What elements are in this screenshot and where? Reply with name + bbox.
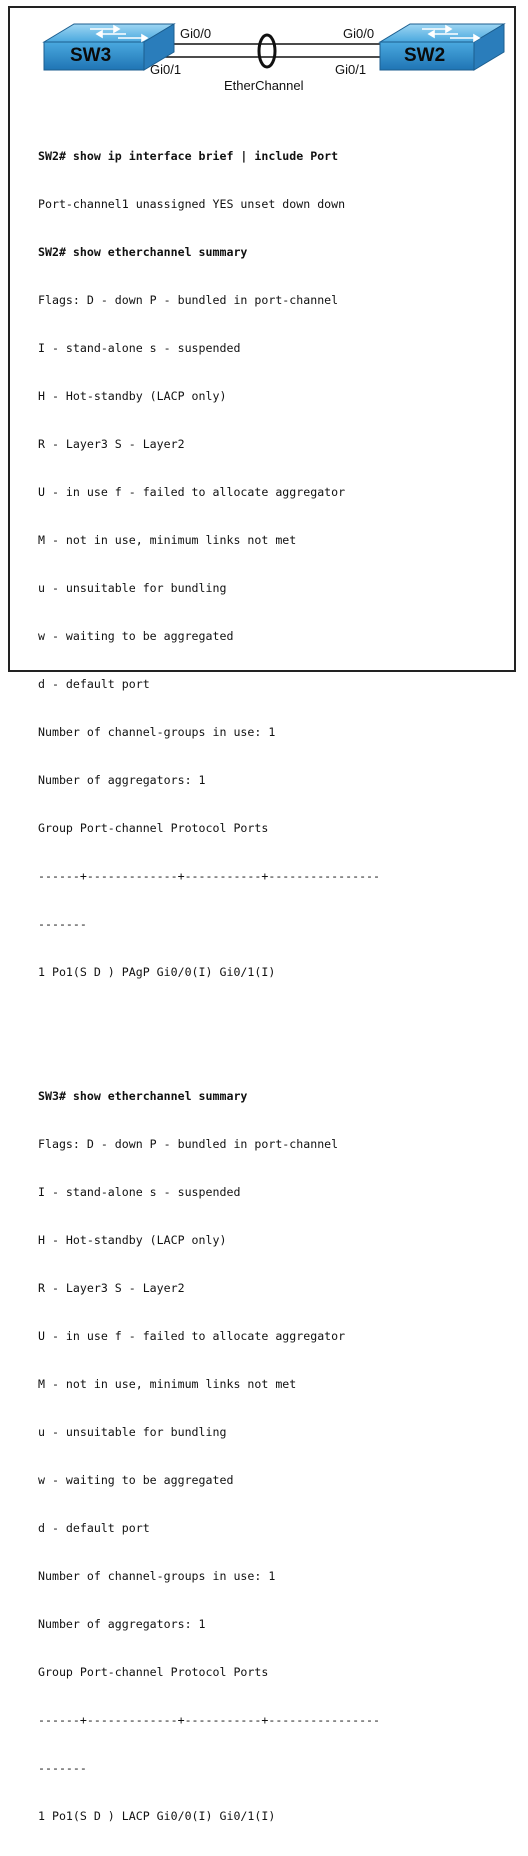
sw3-output-line: M - not in use, minimum links not met [38,1377,297,1391]
sw3-output-line: U - in use f - failed to allocate aggregator [38,1329,346,1343]
sw2-output-line: H - Hot-standby (LACP only) [38,389,227,403]
sw2-output-line: R - Layer3 S - Layer2 [38,437,185,451]
sw2-output-line: Flags: D - down P - bundled in port-channel [38,293,339,307]
sw2-output-line: ------+-------------+-----------+---------------- [38,869,381,883]
sw3-port-bottom-label: Gi0/1 [150,62,182,77]
sw3-output-line: ------- [38,1761,87,1775]
sw2-output-line: U - in use f - failed to allocate aggregator [38,485,346,499]
sw3-output-line: R - Layer3 S - Layer2 [38,1281,185,1295]
sw2-port-bottom-label: Gi0/1 [335,62,367,77]
cli-output [38,116,508,1856]
sw2-output-line: M - not in use, minimum links not met [38,533,297,547]
sw2-output-line: Number of aggregators: 1 [38,773,206,787]
sw2-output-line: 1 Po1(S D ) PAgP Gi0/0(I) Gi0/1(I) [38,965,276,979]
sw2-cmd-etherchannel-summary: SW2# show etherchannel summary [38,245,248,259]
etherchannel-label: EtherChannel [224,78,304,93]
sw3-output-line: w - waiting to be aggregated [38,1473,234,1487]
sw3-output-line: u - unsuitable for bundling [38,1425,227,1439]
sw2-output-line: I - stand-alone s - suspended [38,341,241,355]
sw3-label: SW3 [70,45,112,66]
sw2-ip-brief-output: Port-channel1 unassigned YES unset down down [38,197,346,211]
sw3-output-line: Number of aggregators: 1 [38,1617,206,1631]
sw3-port-top-label: Gi0/0 [180,26,212,41]
sw3-output-line: ------+-------------+-----------+---------------- [38,1713,381,1727]
sw2-output-line: d - default port [38,677,150,691]
sw2-output-line: u - unsuitable for bundling [38,581,227,595]
sw3-output-line: Group Port-channel Protocol Ports [38,1665,269,1679]
sw2-output-line: Group Port-channel Protocol Ports [38,821,269,835]
sw2-port-top-label: Gi0/0 [343,26,375,41]
sw2-label: SW2 [404,45,446,66]
sw2-output-line: w - waiting to be aggregated [38,629,234,643]
sw2-output-line: Number of channel-groups in use: 1 [38,725,276,739]
sw3-output-line: Flags: D - down P - bundled in port-channel [38,1137,339,1151]
sw3-output-line: 1 Po1(S D ) LACP Gi0/0(I) Gi0/1(I) [38,1809,276,1823]
sw3-output-line: I - stand-alone s - suspended [38,1185,241,1199]
sw3-cmd-etherchannel-summary: SW3# show etherchannel summary [38,1089,248,1103]
sw2-output-line: ------- [38,917,87,931]
exhibit-frame [8,6,516,1823]
sw3-output-line: H - Hot-standby (LACP only) [38,1233,227,1247]
topology-diagram [10,8,518,106]
section-gap [38,1028,508,1040]
sw2-cmd-ip-brief: SW2# show ip interface brief | include Port [38,149,339,163]
sw3-output-line: d - default port [38,1521,150,1535]
sw3-output-line: Number of channel-groups in use: 1 [38,1569,276,1583]
etherchannel-oval [259,35,275,67]
